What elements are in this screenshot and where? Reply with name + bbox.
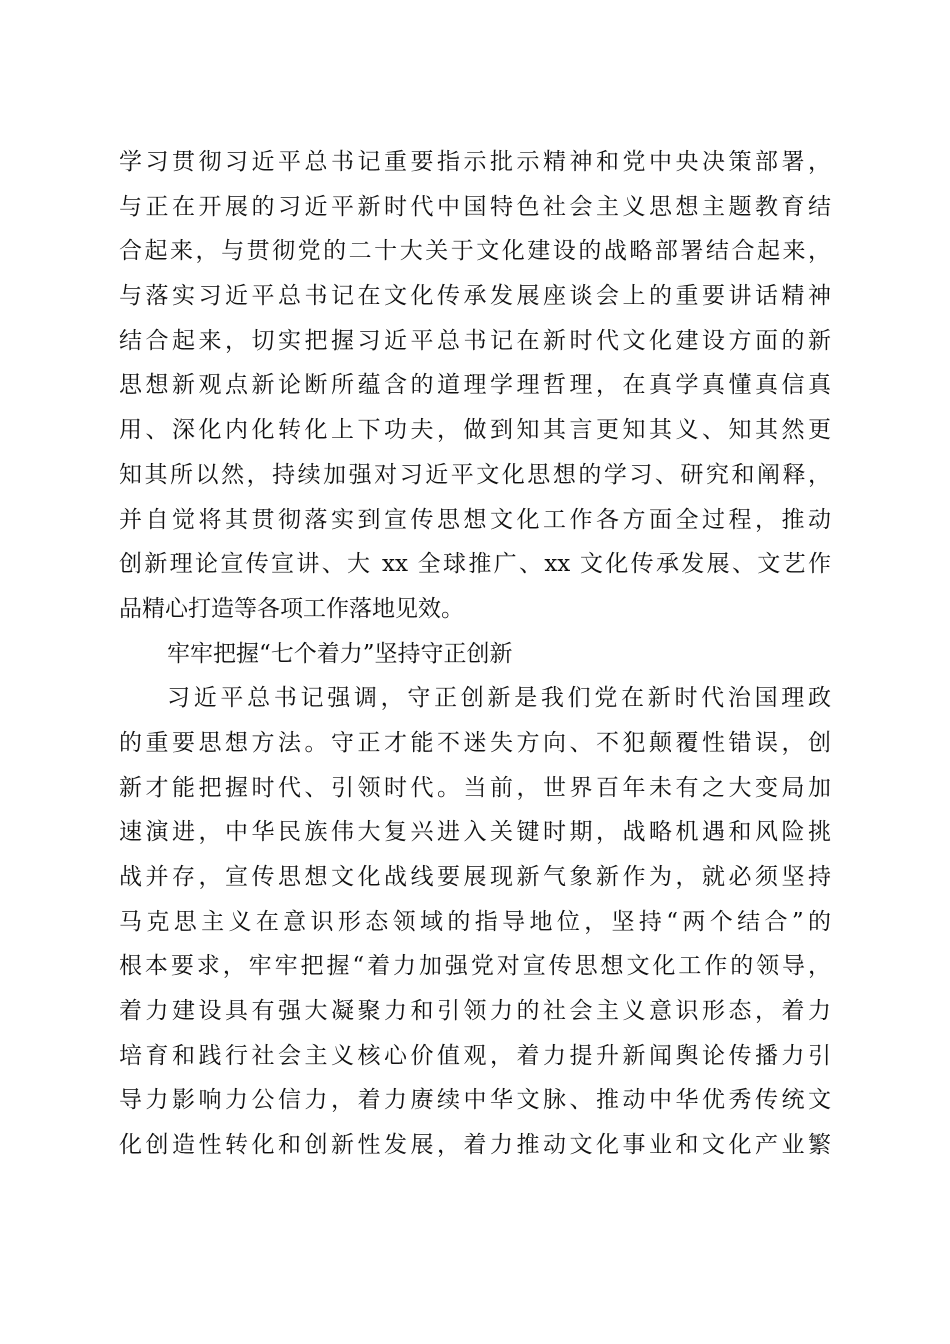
text-line: 的重要思想方法。守正才能不迷失方向、不犯颠覆性错误，创 xyxy=(119,729,831,756)
text-line: 知其所以然，持续加强对习近平文化思想的学习、研究和阐释， xyxy=(119,461,831,488)
text-line: 根本要求，牢牢把握“着力加强党对宣传思想文化工作的领导， xyxy=(119,953,831,980)
text-line: 马克思主义在意识形态领域的指导地位，坚持“两个结合”的 xyxy=(119,908,831,935)
paragraph-first-line: 习近平总书记强调，守正创新是我们党在新时代治国理政 xyxy=(167,685,831,712)
text-line: 新才能把握时代、引领时代。当前，世界百年未有之大变局加 xyxy=(119,774,831,801)
text-line: 并自觉将其贯彻落实到宣传思想文化工作各方面全过程，推动 xyxy=(119,506,831,533)
section-heading: 牢牢把握“七个着力”坚持守正创新 xyxy=(167,640,513,667)
text-line: 战并存，宣传思想文化战线要展现新气象新作为，就必须坚持 xyxy=(119,864,831,890)
text-line: 创新理论宣传宣讲、大 xx 全球推广、xx 文化传承发展、文艺作 xyxy=(119,551,831,578)
text-line: 合起来，与贯彻党的二十大关于文化建设的战略部署结合起来， xyxy=(119,238,831,265)
text-line: 化创造性转化和创新性发展，着力推动文化事业和文化产业繁 xyxy=(119,1132,831,1159)
text-line: 思想新观点新论断所蕴含的道理学理哲理，在真学真懂真信真 xyxy=(119,372,831,399)
document-body xyxy=(119,140,831,1168)
paragraph-end-line: 品精心打造等各项工作落地见效。 xyxy=(119,595,464,622)
text-line: 速演进，中华民族伟大复兴进入关键时期，战略机遇和风险挑 xyxy=(119,819,831,846)
text-line: 结合起来，切实把握习近平总书记在新时代文化建设方面的新 xyxy=(119,327,831,354)
text-line: 与正在开展的习近平新时代中国特色社会主义思想主题教育结 xyxy=(119,193,831,220)
text-line: 着力建设具有强大凝聚力和引领力的社会主义意识形态，着力 xyxy=(119,998,831,1025)
text-line: 与落实习近平总书记在文化传承发展座谈会上的重要讲话精神 xyxy=(119,283,831,310)
text-line: 培育和践行社会主义核心价值观，着力提升新闻舆论传播力引 xyxy=(119,1042,831,1069)
text-line: 用、深化内化转化上下功夫，做到知其言更知其义、知其然更 xyxy=(119,417,831,444)
text-line: 导力影响力公信力，着力赓续中华文脉、推动中华优秀传统文 xyxy=(119,1087,831,1114)
text-line: 学习贯彻习近平总书记重要指示批示精神和党中央决策部署， xyxy=(119,149,831,175)
